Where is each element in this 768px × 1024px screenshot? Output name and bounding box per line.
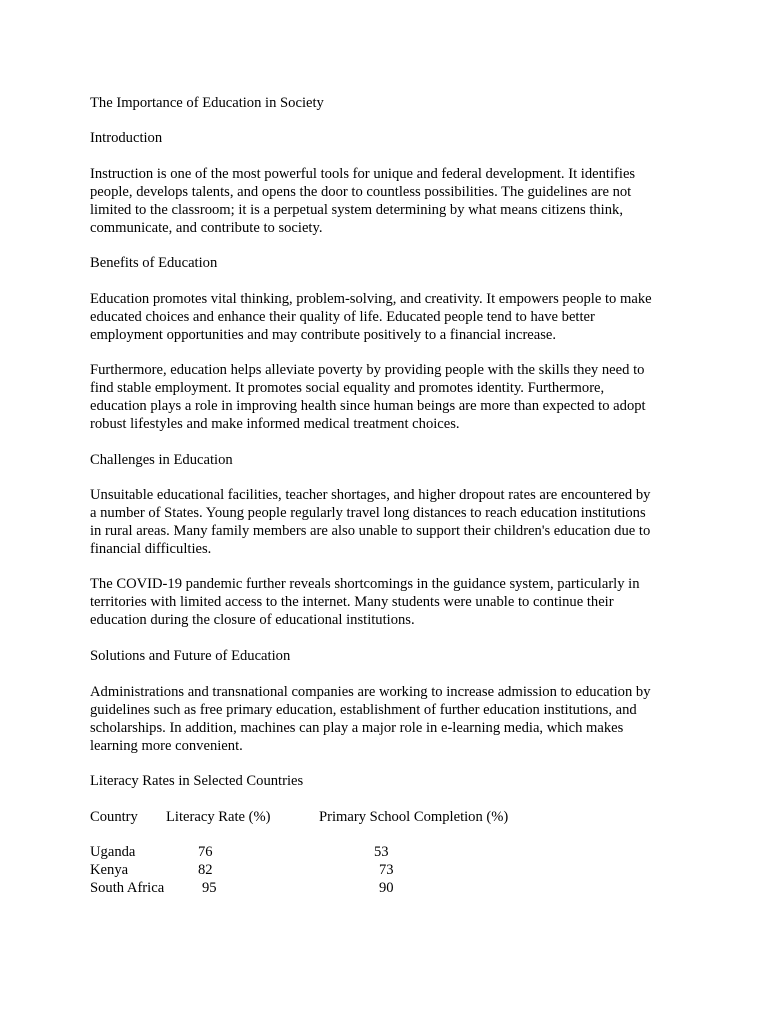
paragraph-line: robust lifestyles and make informed medical treatment choices. [90,416,460,432]
paragraph-line: scholarships. In addition, machines can play a major role in e-learning media, which makes [90,720,624,736]
paragraph-line: communicate, and contribute to society. [90,220,323,236]
table-row [90,861,690,879]
table-cell-country: Uganda [90,844,136,860]
section-heading-benefits: Benefits of Education [90,255,218,271]
paragraph-benefits-1 [90,290,680,344]
paragraph-introduction [90,165,680,237]
document-title: The Importance of Education in Society [90,95,324,111]
paragraph-line: financial difficulties. [90,541,212,557]
paragraph-line: Administrations and transnational companies are working to increase admission to education by [90,684,651,700]
table-row [90,843,690,861]
table-cell-primary-completion: 90 [379,880,394,896]
paragraph-line: territories with limited access to the internet. Many students were unable to continue their [90,594,614,610]
section-heading-challenges: Challenges in Education [90,452,233,468]
paragraph-line: in rural areas. Many family members are also unable to support their children's education due to [90,523,651,539]
table-header-literacy-rate: Literacy Rate (%) [166,809,271,825]
paragraph-line: Education promotes vital thinking, problem-solving, and creativity. It empowers people to make [90,291,652,307]
paragraph-line: education plays a role in improving health since human beings are more than expected to adopt [90,398,646,414]
table-cell-country: Kenya [90,862,129,878]
paragraph-line: guidelines such as free primary education, establishment of further education institutions, and [90,702,637,718]
paragraph-line: find stable employment. It promotes social equality and promotes identity. Furthermore, [90,380,605,396]
table-header-primary-completion: Primary School Completion (%) [319,809,509,825]
section-heading-solutions: Solutions and Future of Education [90,648,291,664]
table-caption: Literacy Rates in Selected Countries [90,773,304,789]
table-cell-literacy-rate: 95 [202,880,217,896]
paragraph-line: learning more convenient. [90,738,243,754]
table-cell-primary-completion: 73 [379,862,394,878]
paragraph-line: Unsuitable educational facilities, teacher shortages, and higher dropout rates are encountered by [90,487,651,503]
paragraph-solutions [90,683,680,755]
paragraph-challenges-1 [90,486,680,558]
paragraph-line: a number of States. Young people regularly travel long distances to reach education institutions [90,505,646,521]
paragraph-line: Instruction is one of the most powerful tools for unique and federal development. It identifies [90,166,636,182]
table-cell-country: South Africa [90,880,165,896]
paragraph-challenges-2 [90,575,680,629]
paragraph-line: The COVID-19 pandemic further reveals shortcomings in the guidance system, particularly in [90,576,640,592]
table-row [90,879,690,897]
table-cell-literacy-rate: 76 [198,844,213,860]
table-cell-literacy-rate: 82 [198,862,213,878]
paragraph-line: education during the closure of educational institutions. [90,612,415,628]
paragraph-line: Furthermore, education helps alleviate poverty by providing people with the skills they need to [90,362,645,378]
table-header-country: Country [90,809,138,825]
paragraph-line: educated choices and enhance their quality of life. Educated people tend to have better [90,309,595,325]
table-header-row [90,808,690,826]
table-cell-primary-completion: 53 [374,844,389,860]
paragraph-benefits-2 [90,361,680,433]
paragraph-line: limited to the classroom; it is a perpetual system determining by what means citizens think, [90,202,623,218]
section-heading-introduction: Introduction [90,130,163,146]
paragraph-line: people, develops talents, and opens the door to countless possibilities. The guidelines are not [90,184,632,200]
paragraph-line: employment opportunities and may contribute positively to a financial increase. [90,327,557,343]
